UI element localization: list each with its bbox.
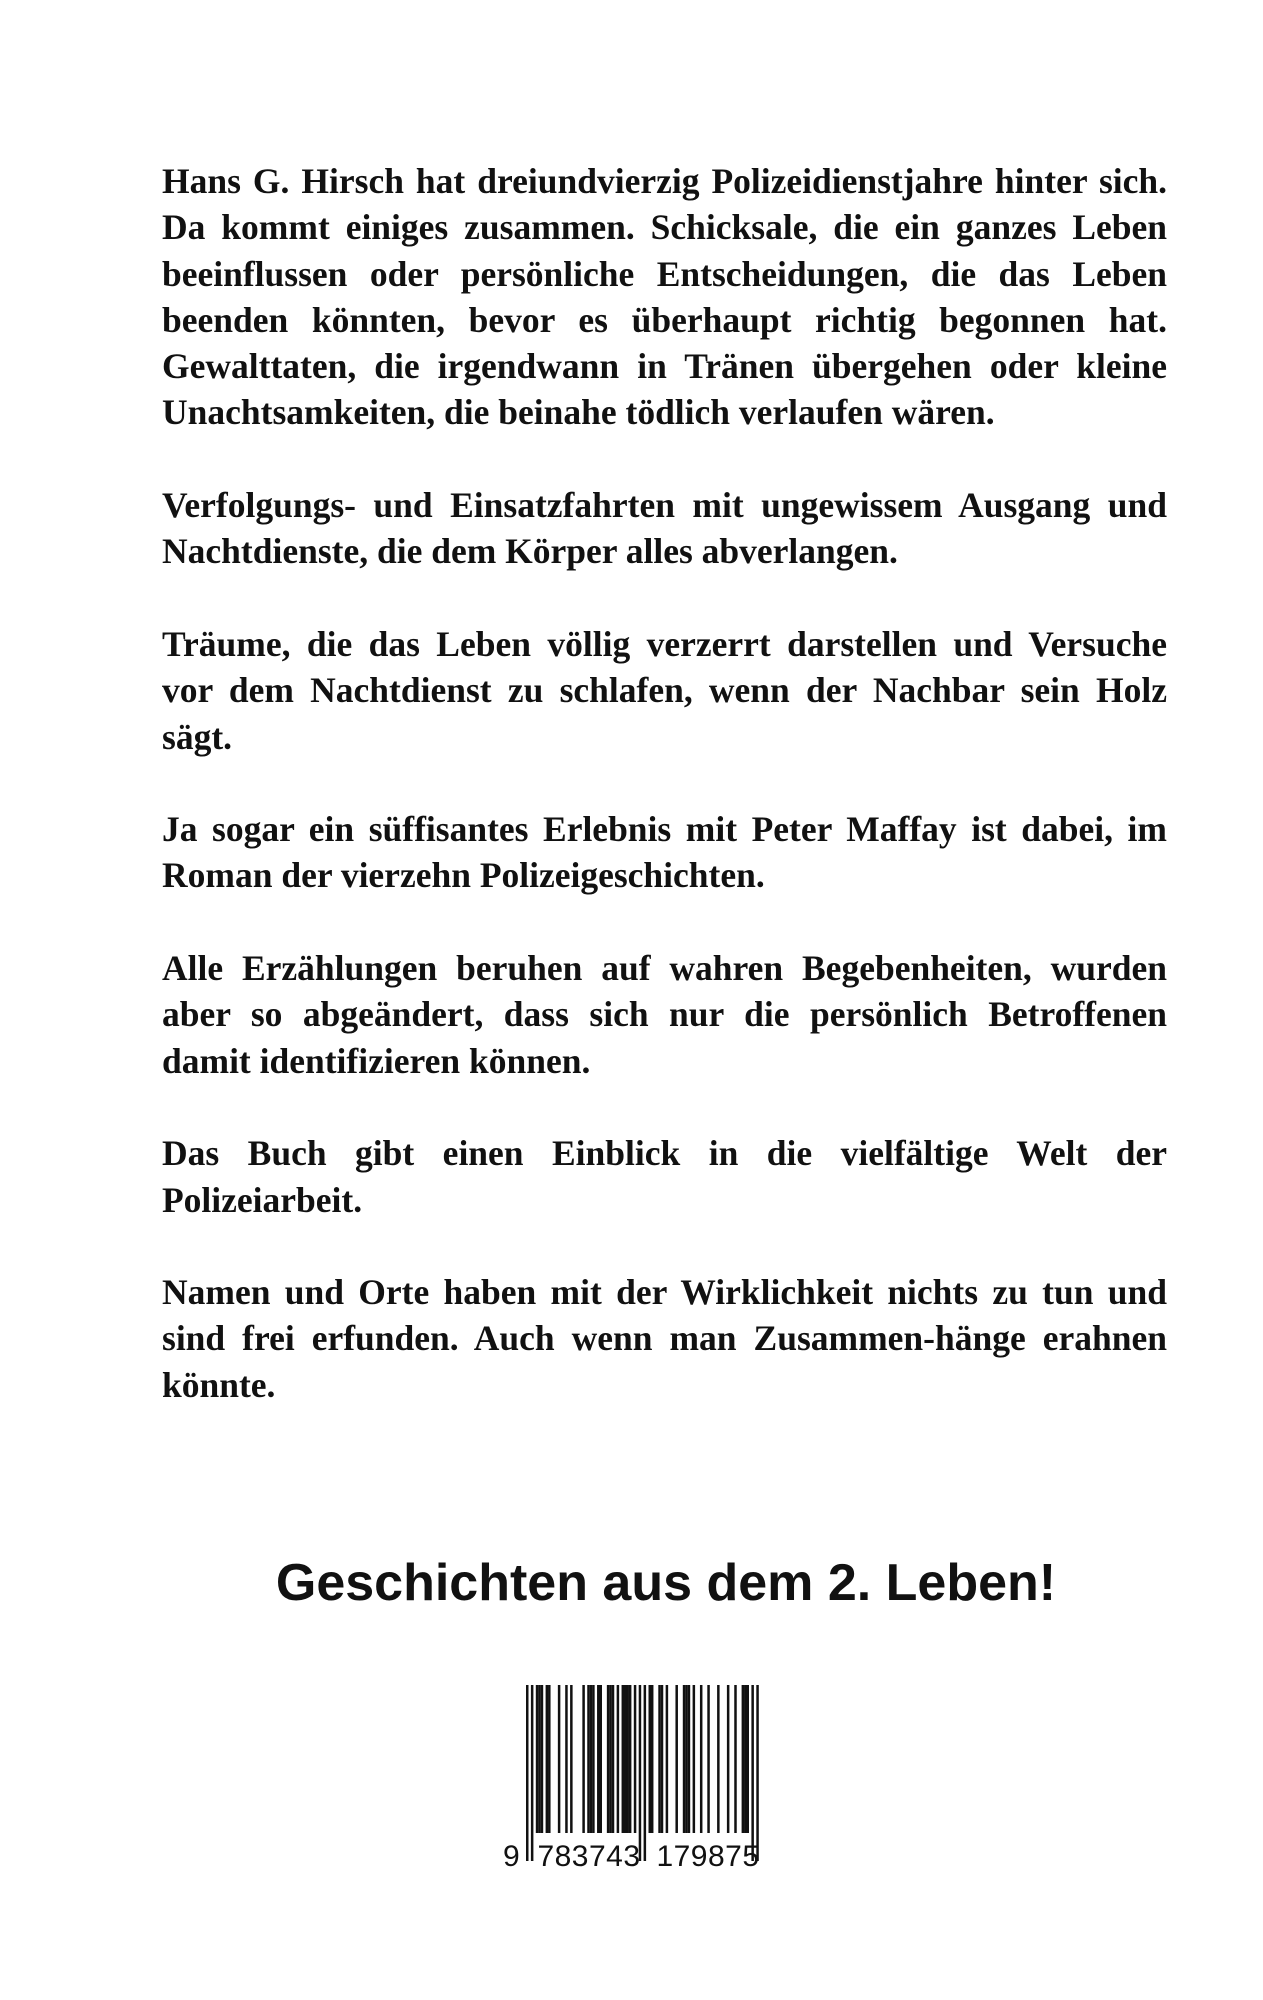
barcode-bar — [587, 1685, 590, 1833]
barcode-bar — [538, 1685, 541, 1833]
barcode-bar — [661, 1685, 664, 1833]
barcode-bar — [675, 1685, 678, 1833]
barcode-bar — [717, 1685, 720, 1833]
barcode-bar — [651, 1685, 654, 1833]
blurb-paragraph: Ja sogar ein süffisantes Erlebnis mit Peter Maffay ist dabei, im Roman der vierzehn Polizeigeschichten. — [162, 809, 1167, 896]
barcode-bar — [626, 1685, 629, 1833]
blurb-paragraph: Verfolgungs- und Einsatzfahrten mit ungewissem Ausgang und Nachtdienste, die dem Körper alles abverlangen. — [162, 485, 1167, 572]
blurb-paragraph: Träume, die das Leben völlig verzerrt darstellen und Versuche vor dem Nachtdienst zu schlafen, wenn der Nachbar sein Holz sägt. — [162, 623, 1167, 757]
barcode-bar — [607, 1685, 610, 1833]
barcode-bar — [683, 1685, 686, 1833]
barcode-left-digits: 783743 — [537, 1840, 641, 1873]
blurb-paragraph: Das Buch gibt einen Einblick in die vielfältige Welt der Polizeiarbeit. — [162, 1133, 1167, 1220]
barcode-bar — [727, 1685, 730, 1833]
barcode-bar — [742, 1685, 745, 1833]
book-slogan: Geschichten aus dem 2. Leben! — [275, 1554, 1057, 1612]
barcode-bar — [617, 1685, 620, 1833]
blurb-paragraph: Namen und Orte haben mit der Wirklichkeit nichts zu tun und sind frei erfunden. Auch wenn man Zusammen-hänge erahnen könnte. — [162, 1272, 1167, 1405]
barcode-bar — [536, 1685, 539, 1833]
blurb-paragraph: Alle Erzählungen beruhen auf wahren Begebenheiten, wurden aber so abgeändert, dass sich nur die persönlich Betroffenen damit identifizieren können. — [162, 948, 1167, 1081]
barcode-bar — [565, 1685, 568, 1833]
barcode-bar — [600, 1685, 603, 1833]
barcode-bar — [609, 1685, 612, 1833]
barcode-bar — [649, 1685, 652, 1833]
barcode-bar — [700, 1685, 703, 1833]
barcode-bar — [570, 1685, 573, 1833]
barcode-bar — [622, 1685, 625, 1833]
barcode-bar — [558, 1685, 561, 1833]
barcode-bar — [629, 1685, 632, 1833]
barcode-bar — [548, 1685, 551, 1833]
barcode-bar — [597, 1685, 600, 1833]
barcode-bar — [612, 1685, 615, 1833]
barcode-bar — [541, 1685, 544, 1833]
barcode-bar — [658, 1685, 661, 1833]
isbn-barcode — [503, 1681, 783, 1889]
blurb-paragraph: Hans G. Hirsch hat dreiundvierzig Polizeidienstjahre hinter sich. Da kommt einiges zusammen. Schicksale, die ein ganzes Leben beeinflussen oder persönliche Entscheidungen, die das Leben beenden könnten, bevor es überhaupt richtig begonnen hat. Gewalttaten, die irgendwann in Tränen übergehen oder kleine Unachtsamkeiten, die beinahe tödlich verlaufen wären. — [162, 161, 1167, 433]
barcode-lead-digit: 9 — [503, 1840, 520, 1873]
barcode-bar — [685, 1685, 688, 1833]
barcode-bar — [744, 1685, 747, 1833]
barcode-bar — [747, 1685, 750, 1833]
barcode-bar — [634, 1685, 637, 1833]
barcode-bar — [590, 1685, 593, 1833]
barcode-bar — [734, 1685, 737, 1833]
barcode-bar — [693, 1685, 696, 1833]
barcode-right-digits: 179875 — [656, 1840, 760, 1873]
barcode-bar — [582, 1685, 585, 1833]
barcode-bar — [707, 1685, 710, 1833]
barcode-bar — [546, 1685, 549, 1833]
barcode-bar — [666, 1685, 669, 1833]
barcode-bar — [624, 1685, 627, 1833]
barcode-bar — [688, 1685, 691, 1833]
barcode-digits — [503, 1825, 783, 1889]
barcode-bar — [592, 1685, 595, 1833]
back-cover-blurb — [162, 158, 1167, 1454]
